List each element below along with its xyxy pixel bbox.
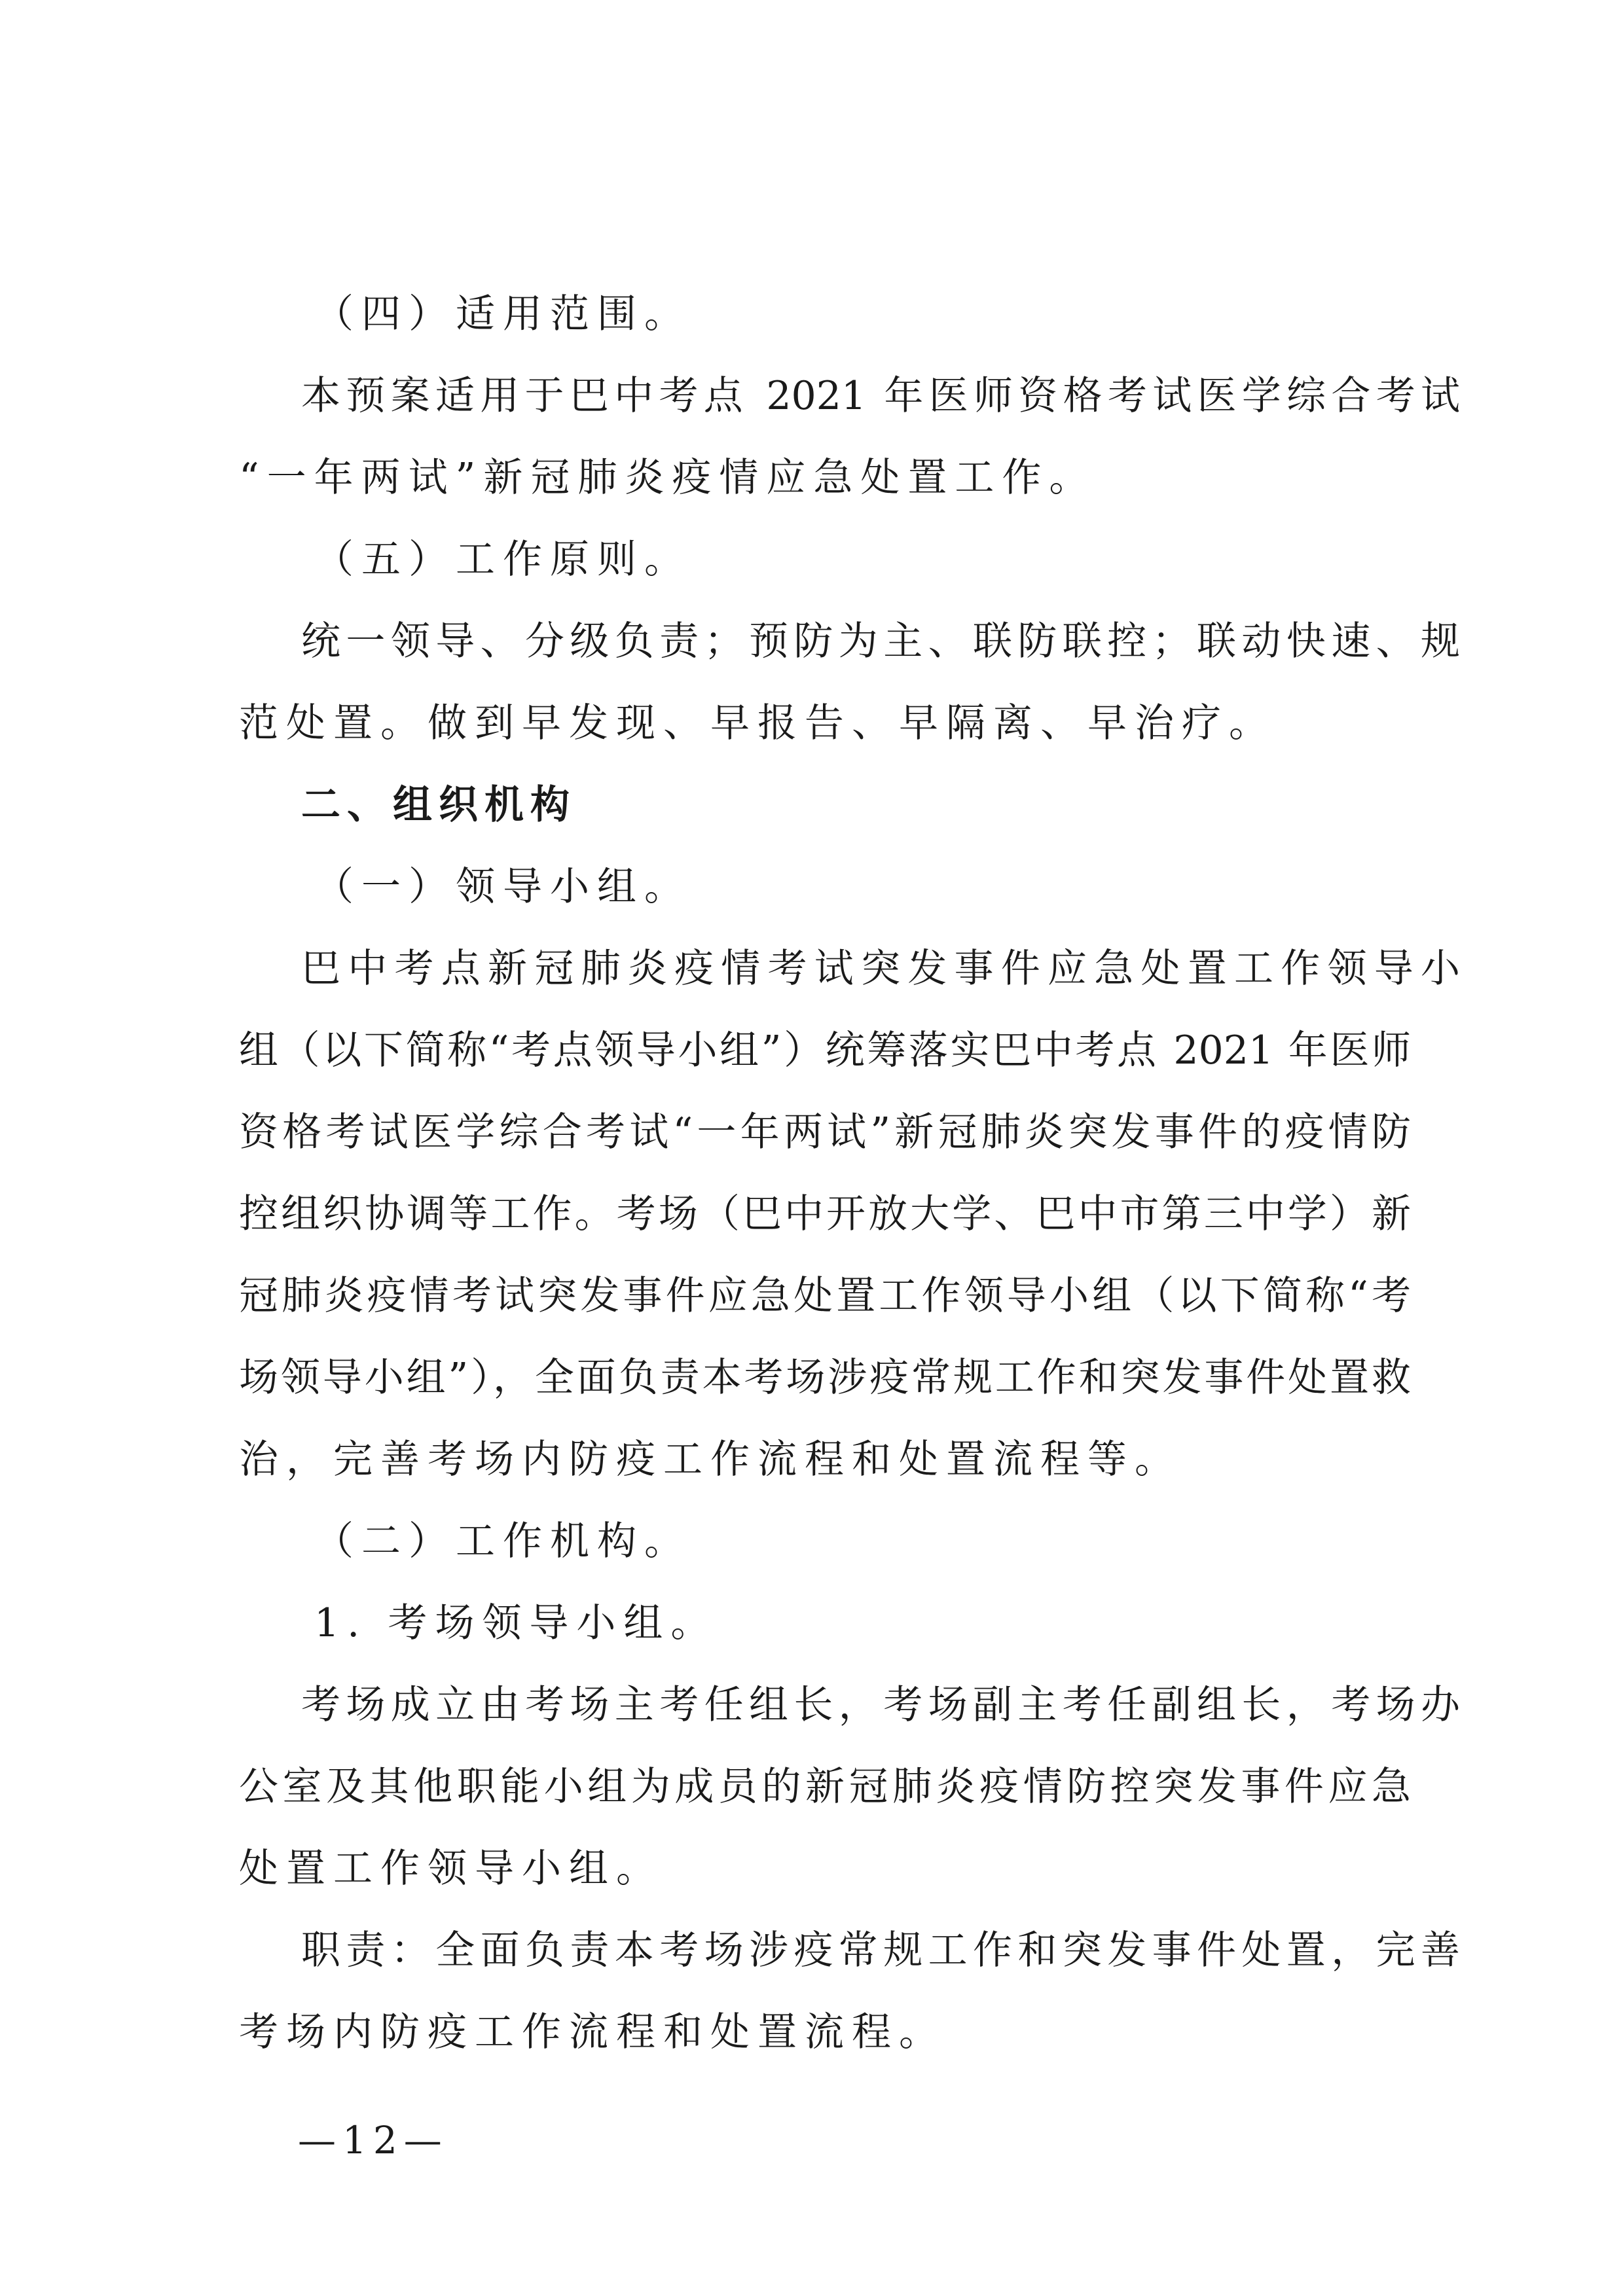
chapter-heading-organization: 二、组织机构: [301, 782, 576, 828]
paragraph-line: 巴中考点新冠肺炎疫情考试突发事件应急处置工作领导小: [301, 946, 1460, 992]
paragraph-line: 组（以下简称“考点领导小组”）统筹落实巴中考点 2021 年医师: [239, 1028, 1411, 1073]
paragraph-line: “一年两试”新冠肺炎疫情应急处置工作。: [239, 455, 1097, 501]
paragraph-line: 考场成立由考场主考任组长，考场副主考任副组长，考场办: [301, 1682, 1460, 1728]
paragraph-line: 治，完善考场内防疫工作流程和处置流程等。: [239, 1437, 1182, 1482]
subsection-heading-exam-room-group: 1. 考场领导小组。: [314, 1600, 718, 1646]
section-heading-principles: （五）工作原则。: [314, 537, 691, 583]
page-number: —12—: [298, 2118, 448, 2162]
paragraph-line: 控组织协调等工作。考场（巴中开放大学、巴中市第三中学）新: [239, 1191, 1411, 1237]
paragraph-line: 场领导小组”），全面负责本考场涉疫常规工作和突发事件处置救: [239, 1355, 1411, 1401]
paragraph-line: 冠肺炎疫情考试突发事件应急处置工作领导小组（以下简称“考: [239, 1273, 1411, 1319]
paragraph-line: 资格考试医学综合考试“一年两试”新冠肺炎突发事件的疫情防: [239, 1109, 1411, 1155]
paragraph-line: 范处置。做到早发现、早报告、早隔离、早治疗。: [239, 700, 1276, 746]
section-heading-scope: （四）适用范围。: [314, 291, 691, 337]
section-heading-working-bodies: （二）工作机构。: [314, 1518, 691, 1564]
paragraph-line: 职责：全面负责本考场涉疫常规工作和突发事件处置，完善: [301, 1928, 1460, 1973]
paragraph-line: 本预案适用于巴中考点 2021 年医师资格考试医学综合考试: [301, 373, 1460, 419]
section-heading-leading-group: （一）领导小组。: [314, 864, 691, 910]
paragraph-line: 处置工作领导小组。: [239, 1846, 663, 1892]
paragraph-line: 公室及其他职能小组为成员的新冠肺炎疫情防控突发事件应急: [239, 1764, 1411, 1810]
paragraph-line: 考场内防疫工作流程和处置流程。: [239, 2009, 946, 2055]
paragraph-line: 统一领导、分级负责；预防为主、联防联控；联动快速、规: [301, 619, 1460, 664]
